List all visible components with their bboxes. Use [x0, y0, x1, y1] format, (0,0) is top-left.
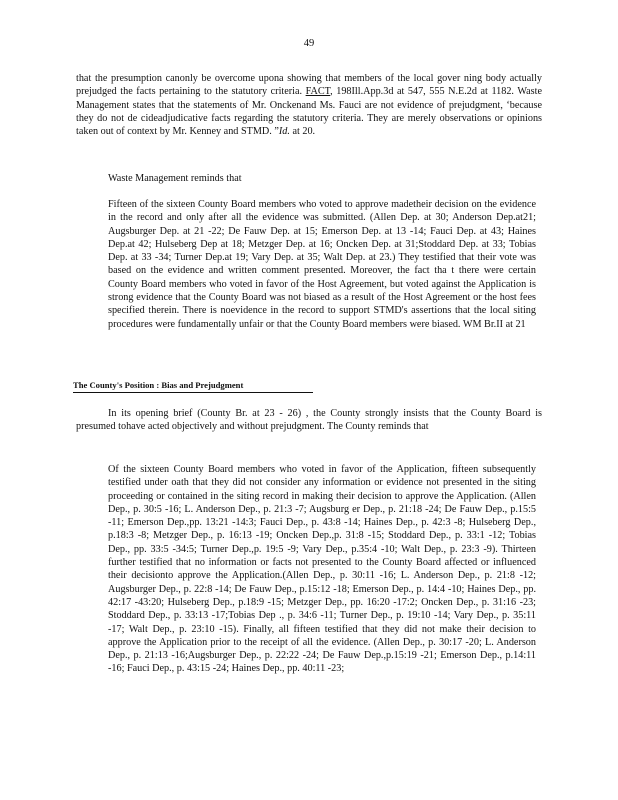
county-text: In its opening brief (County Br. at 23 - 26) , the County strongly insists that the County Board is presumed tohave acted objectively and without prejudgment. The County reminds that: [76, 408, 542, 433]
intro-paragraph: [76, 72, 542, 138]
county-paragraph: [76, 407, 542, 434]
id-citation: Id.: [278, 126, 290, 138]
reminds-line: Waste Management reminds that: [108, 173, 242, 184]
block-quote-waste-management: Fifteen of the sixteen County Board members who voted to approve madetheir decision on the evidence in the record and only after all the evidence was submitted. (Allen Dep. at 30; Anderson Dep.at21; Augsburger Dep. at 21 -22; De Fauw Dep. at 15; Emerson Dep. at 13 -14; Fauci Dep. at 43; Haines Dep.at 42; Hulseberg Dep at 18; Metzger Dep. at 16; Oncken Dep. at 31;Stoddard Dep. at 33; Tobias Dep. at 33 -34; Turner Dep.at 19; Vary Dep. at 35; Walt Dep. at 23.) They testified that their vote was based on the evidence and written comment presented. Moreover, the fact tha t there were certain County Board members who voted in favor of the Host Agreement, but voted against the Application is strong evidence that the County Board was not biased as a result of the Host Agreement or the host fees specified therein. There is noevidence in the record to support STMD's assertions that the local siting procedures were fundamentally unfair or that the County Board members were biased. WM Br.II at 21: [108, 199, 536, 330]
fact-citation: FACT: [305, 86, 331, 98]
intro-text-2: , 198Ill.App.3d at 547, 555 N.E.2d at 1182. Waste Management states that the statements of Mr. Onckenand Ms. Fauci are not evidence of prejudgment, ‘because they do not de cideadjudicative facts regarding the statutory criteria. They are merely observations or opinions taken out of context by Mr. Kenney and STMD. ”: [76, 86, 542, 138]
section-heading: The County's Position : Bias and Prejudgment: [73, 380, 313, 393]
block-quote-county: Of the sixteen County Board members who voted in favor of the Application, fifteen subsequently testified under oath that they did not consider any information or evidence not presented in the siting proceeding or contained in the siting record in making their decision to approve the Application. (Allen Dep., p. 30:5 -16; L. Anderson Dep., p. 21:3 -7; Augsburg er Dep., p. 21:18 -24; De Fauw Dep., p.15:5 -11; Emerson Dep.,pp. 13:21 -14:3; Fauci Dep., p. 43:8 -14; Haines Dep., p. 42:3 -8; Hulseberg Dep., p.18:3 -8; Metzger Dep., p. 16:13 -19; Oncken Dep.,p. 31:8 -15; Stoddard Dep., p. 33:1 -12; Tobias Dep., pp. 33:5 -34:5; Turner Dep.,p. 19:5 -9; Vary Dep., p.35:4 -10; Walt Dep., p. 23:3 -9). Thirteen further testified that no information or facts not presented to the County Board affected or influenced their decisionto approve the Application.(Allen Dep., p. 30:11 -16; L. Anderson Dep., p. 21:8 -12; Augsburger Dep., p. 22:8 -14; De Fauw Dep., p.15:12 -18; Emerson Dep., p. 14:4 -10; Haines Dep., pp. 42:17 -43:20; Hulseberg Dep., p.18:9 -15; Metzger Dep., pp. 16:20 -17:2; Oncken Dep., p. 31:16 -23; Stoddard Dep., p. 33:13 -17;Tobias Dep ., p. 34:6 -11; Turner Dep., p. 19:10 -14; Vary Dep., p. 35:11 -17; Walt Dep., p. 23:10 -15). Finally, all fifteen testified that they did not make their decision to approve the Application prior to the receipt of all the evidence. (Allen Dep., p. 30:17 -20; L. Anderson Dep., p. 21:13 -16;Augsburger Dep., p. 22:22 -24; De Fauw Dep.,p.15:19 -21; Emerson Dep., p.14:11 -16; Fauci Dep., p. 43:15 -24; Haines Dep., pp. 40:11 -23;: [108, 464, 536, 675]
intro-text-3: at 20.: [289, 126, 316, 138]
page-number: 49: [303, 38, 315, 49]
intro-text-1: that the presumption canonly be overcome upona showing that members of the local gover ning body actually prejudged the facts pertaining to the statutory criteria.: [76, 73, 542, 98]
